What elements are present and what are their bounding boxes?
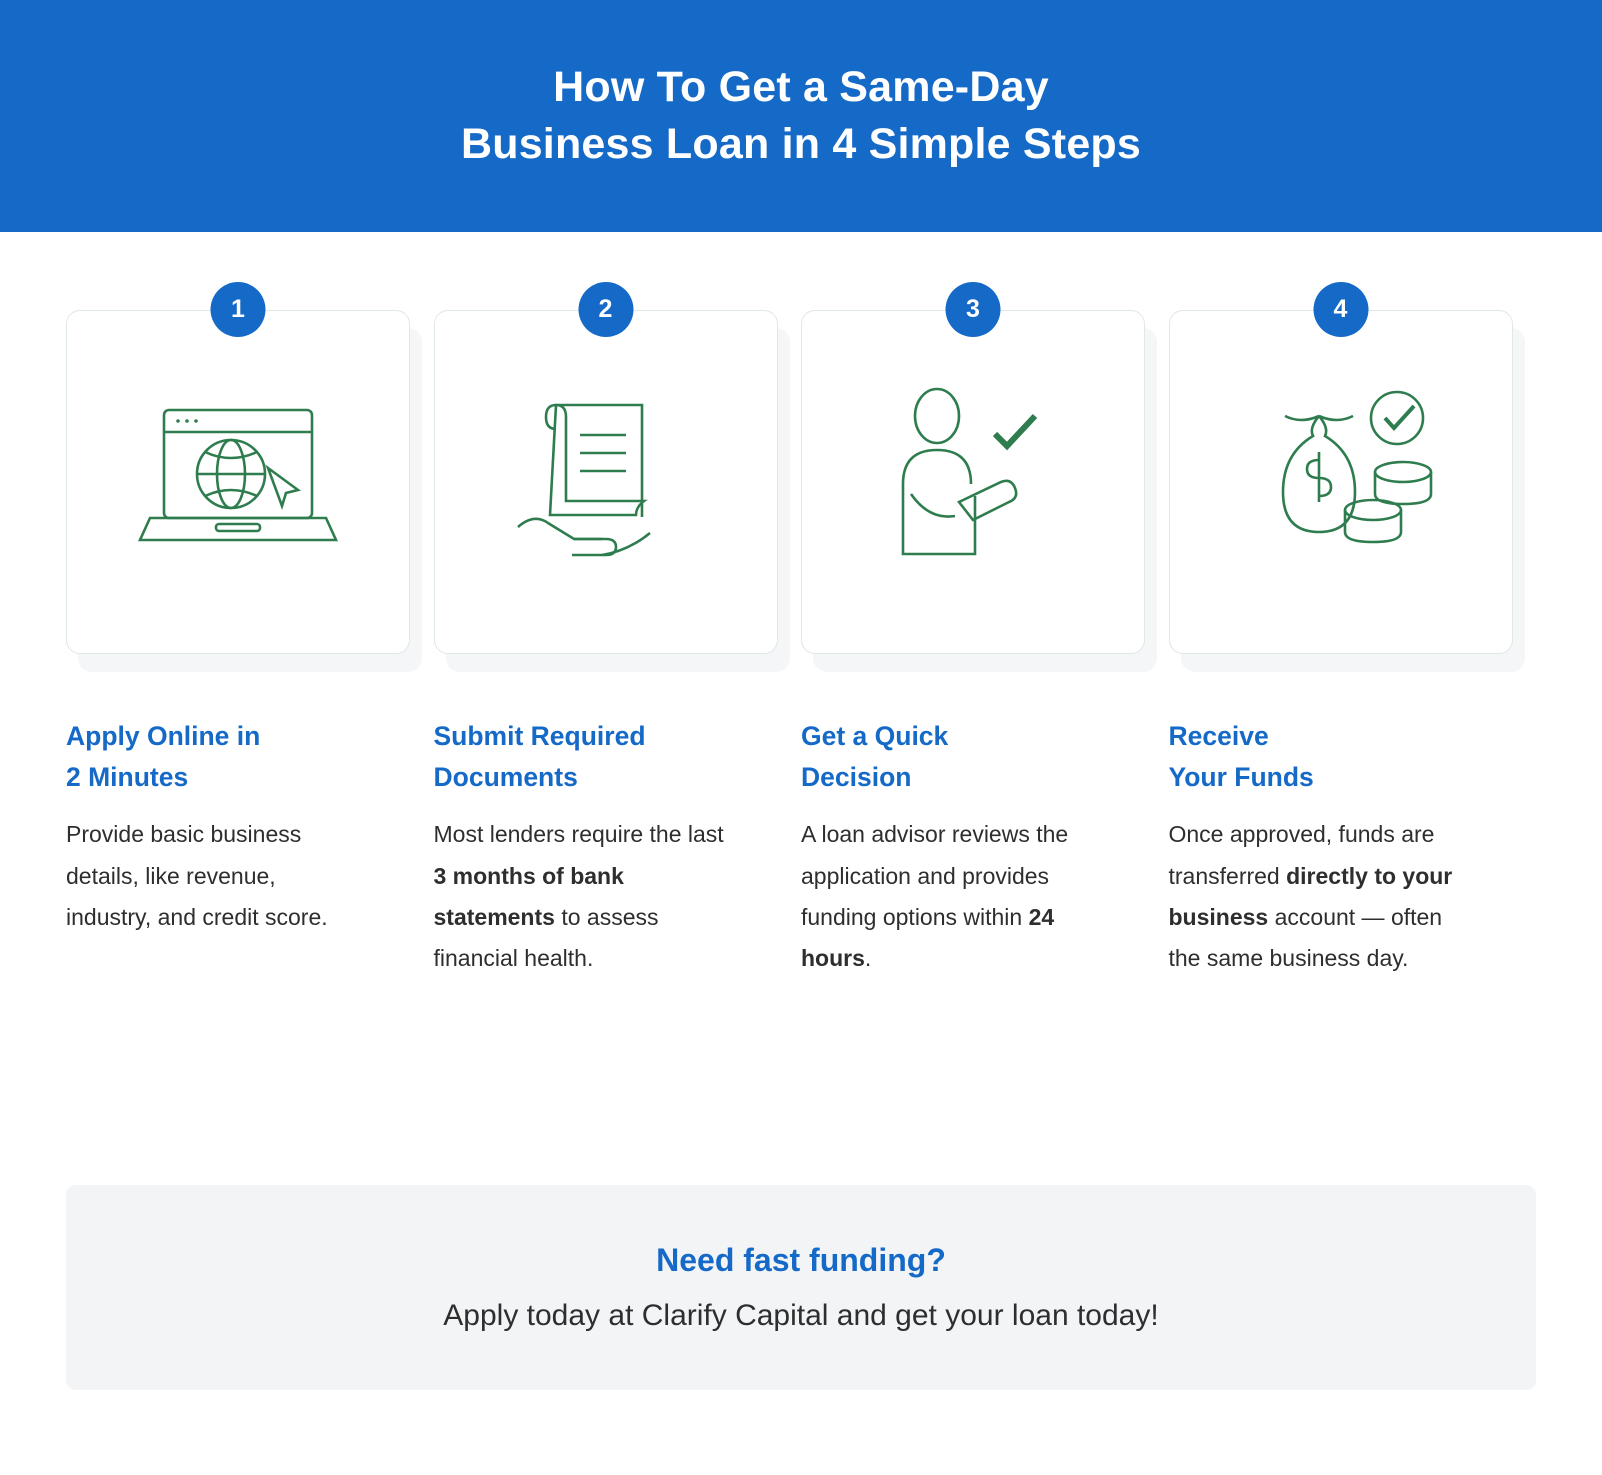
step-card-1: [66, 295, 434, 980]
step-3-body: A loan advisor reviews the application and provides funding options within 24 hours.: [801, 821, 1069, 972]
page-title-line-2: Business Loan in 4 Simple Steps: [460, 120, 1142, 168]
cta-panel: [66, 1185, 1536, 1390]
cta-subtitle: Apply today at Clarify Capital and get your loan today!: [443, 1299, 1159, 1332]
step-4-title-line-1: Receive: [1168, 721, 1269, 751]
laptop-globe-cursor-icon: [123, 382, 353, 582]
step-card-4: [1168, 295, 1537, 980]
step-4-title-line-2: Your Funds: [1168, 762, 1314, 793]
step-4-card-wrap: [1169, 295, 1513, 654]
step-1-card: [66, 310, 410, 654]
step-3-title: [801, 716, 1101, 798]
step-1-body: Provide basic business details, like revenue, industry, and credit score.: [66, 821, 328, 930]
step-2-title-line-2: Documents: [433, 762, 578, 793]
step-4-card: [1169, 310, 1513, 654]
step-2-body: Most lenders require the last 3 months of bank statements to assess financial health.: [433, 821, 724, 972]
document-on-hand-icon: [491, 382, 721, 582]
header-banner: [0, 0, 1602, 232]
step-2-card-wrap: [434, 295, 778, 654]
step-1-title-line-1: Apply Online in: [66, 721, 261, 751]
step-4-title: [1169, 716, 1469, 798]
page-title-line-1: How To Get a Same-Day: [553, 62, 1049, 111]
step-2-card: [434, 310, 778, 654]
cta-title: Need fast funding?: [656, 1242, 946, 1278]
step-4-badge: 4: [1313, 282, 1368, 337]
step-3-title-line-2: Decision: [801, 762, 912, 793]
step-2-badge: 2: [578, 282, 633, 337]
step-3-badge: 3: [946, 282, 1001, 337]
page-title: [461, 59, 1141, 173]
step-card-2: [433, 295, 802, 980]
step-1-badge: 1: [211, 282, 266, 337]
person-with-checkmark-icon: [858, 382, 1088, 582]
step-4-body: Once approved, funds are transferred directly to your business account — often the same business day.: [1168, 821, 1453, 972]
step-1-title-line-2: 2 Minutes: [66, 762, 189, 793]
money-bag-coins-check-icon: [1226, 382, 1456, 582]
step-3-card: [801, 310, 1145, 654]
step-card-3: [801, 295, 1169, 980]
step-1-title: [66, 716, 366, 798]
steps-container: [0, 295, 1602, 980]
step-3-title-line-1: Get a Quick: [801, 721, 949, 751]
step-2-title-line-1: Submit Required: [433, 721, 646, 751]
step-2-title: [434, 716, 734, 798]
step-3-card-wrap: [801, 295, 1145, 654]
step-1-card-wrap: [66, 295, 410, 654]
